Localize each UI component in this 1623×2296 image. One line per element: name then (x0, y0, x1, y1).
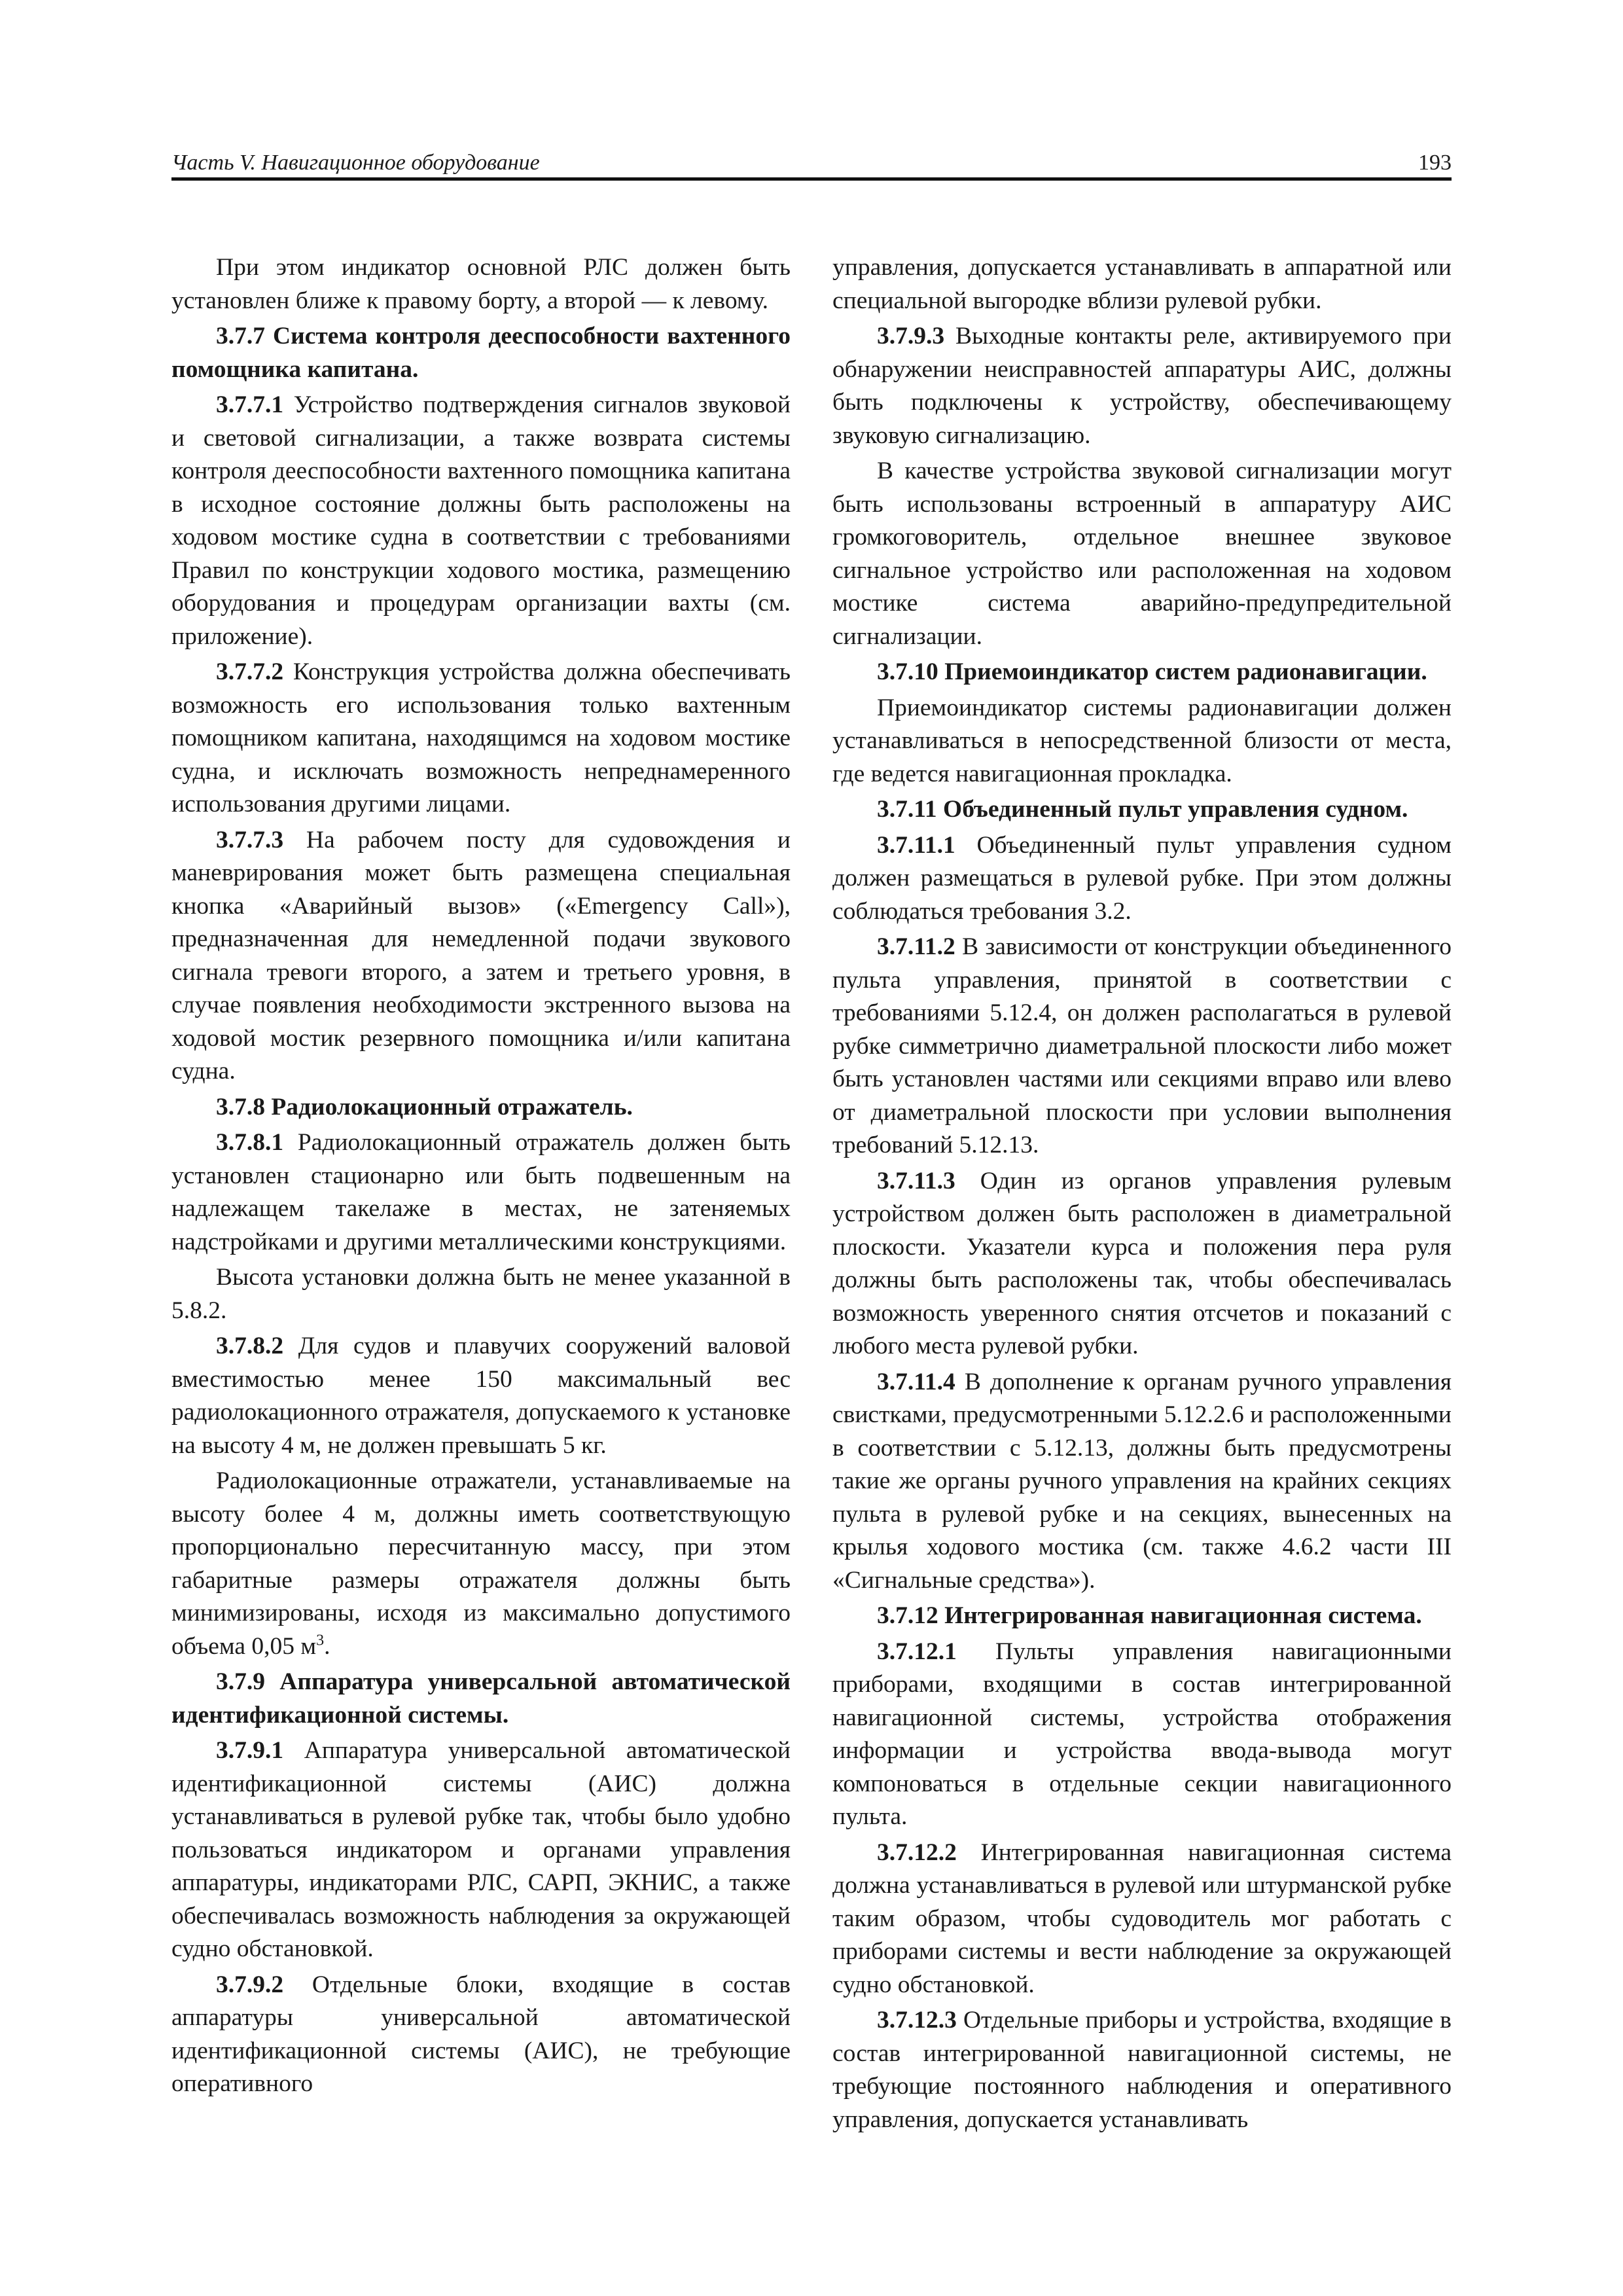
clause-3-7-8-1: 3.7.8.1 Радиолокационный отражатель должен быть установлен стационарно или быть подвешенным на надлежащем такелаже в местах, не затеняемых надстройками и другими металлическими конструкциями. (171, 1129, 791, 1255)
clause-3-7-11-1: 3.7.11.1 Объединенный пульт управления судном должен размещаться в рулевой рубке. При этом должны соблюдаться требования 3.2. (832, 831, 1452, 925)
paragraph: В качестве устройства звуковой сигнализации могут быть использованы встроенный в аппаратуру АИС громкоговоритель, отдельное внешнее звуковое сигнальное устройство или расположенная на ходовом мостике система аварийно-предупредительной сигнализации. (832, 457, 1452, 650)
right-column (832, 251, 1452, 2136)
running-header (171, 145, 1452, 179)
paragraph: Приемоиндикатор системы радионавигации должен устанавливаться в непосредственной близости от места, где ведется навигационная прокладка. (832, 694, 1452, 787)
clause-3-7-12-3: 3.7.12.3 Отдельные приборы и устройства, входящие в состав интегрированной навигационной системы, не требующие постоянного наблюдения и оперативного управления, допускается устанавливать (832, 2007, 1452, 2133)
header-rule (171, 177, 1452, 181)
clause-3-7-8-2: 3.7.8.2 Для судов и плавучих сооружений валовой вместимостью менее 150 максимальный вес радиолокационного отражателя, допускаемого к установке на высоту 4 м, не должен превышать 5 кг. (171, 1333, 791, 1459)
paragraph: При этом индикатор основной РЛС должен быть установлен ближе к правому борту, а второй — к левому. (171, 254, 791, 314)
paragraph: Радиолокационные отражатели, устанавливаемые на высоту более 4 м, должны иметь соответствующую пропорционально пересчитанную массу, при этом габаритные размеры отражателя должны быть минимизированы, исходя из максимально допустимого объема 0,05 $м^3$. (171, 1467, 791, 1660)
paragraph-continuation: управления, допускается устанавливать в аппаратной или специальной выгородке вблизи рулевой рубки. (832, 254, 1452, 314)
clause-3-7-9-2: 3.7.9.2 Отдельные блоки, входящие в состав аппаратуры универсальной автоматической идентификационной системы (АИС), не требующие оперативного (171, 1971, 791, 2097)
clause-3-7-7-3: 3.7.7.3 На рабочем посту для судовождения и маневрирования может быть размещена специальная кнопка «Аварийный вызов» («Emergency Call»), предназначенная для немедленной подачи звукового сигнала тревоги второго, а затем и третьего уровня, в случае появления необходимости экстренного вызова на ходовой мостик резервного помощника и/или капитана судна. (171, 826, 791, 1085)
section-heading-3-7-10: 3.7.10 Приемоиндикатор систем радионавигации. (877, 658, 1427, 685)
clause-3-7-12-2: 3.7.12.2 Интегрированная навигационная система должна устанавливаться в рулевой или штурманской рубке таким образом, чтобы судоводитель мог работать с приборами системы и вести наблюдение за окружающей судно обстановкой. (832, 1839, 1452, 1998)
left-column (171, 251, 791, 2101)
clause-3-7-7-2: 3.7.7.2 Конструкция устройства должна обеспечивать возможность его использования только вахтенным помощником капитана, находящимся на ходовом мостике судна, и исключать возможность непреднамеренного использования другими лицами. (171, 658, 791, 817)
section-heading-3-7-8: 3.7.8 Радиолокационный отражатель. (216, 1093, 633, 1121)
clause-3-7-9-3: 3.7.9.3 Выходные контакты реле, активируемого при обнаружении неисправностей аппаратуры АИС, должны быть подключены к устройству, обеспечивающему звуковую сигнализацию. (832, 323, 1452, 449)
page-number: 193 (1418, 151, 1452, 175)
section-heading-3-7-7: 3.7.7 Система контроля дееспособности вахтенного помощника капитана. (171, 323, 791, 383)
paragraph: Высота установки должна быть не менее указанной в 5.8.2. (171, 1264, 791, 1324)
clause-3-7-9-1: 3.7.9.1 Аппаратура универсальной автоматической идентификационной системы (АИС) должна устанавливаться в рулевой рубке так, чтобы было удобно пользоваться индикатором и органами управления аппаратуры, индикаторами РЛС, САРП, ЭКНИС, а также обеспечивалась возможность наблюдения за окружающей судно обстановкой. (171, 1737, 791, 1962)
section-heading-3-7-9: 3.7.9 Аппаратура универсальной автоматической идентификационной системы. (171, 1668, 791, 1729)
clause-3-7-11-2: 3.7.11.2 В зависимости от конструкции объединенного пульта управления, принятой в соответствии с требованиями 5.12.4, он должен располагаться в рулевой рубке симметрично диаметральной плоскости либо может быть установлен частями или секциями вправо или влево от диаметральной плоскости при условии выполнения требований 5.12.13. (832, 933, 1452, 1158)
section-heading-3-7-12: 3.7.12 Интегрированная навигационная система. (877, 1602, 1422, 1629)
clause-3-7-11-4: 3.7.11.4 В дополнение к органам ручного управления свистками, предусмотренными 5.12.2.6 и расположенными в соответствии с 5.12.13, должны быть предусмотрены такие же органы ручного управления на крайних секциях пульта в рулевой рубке и на секциях, вынесенных на крылья ходового мостика (см. также 4.6.2 части III «Сигнальные средства»). (832, 1368, 1452, 1594)
clause-3-7-11-3: 3.7.11.3 Один из органов управления рулевым устройством должен быть расположен в диаметральной плоскости. Указатели курса и положения пера руля должны быть расположены так, чтобы обеспечивалась возможность уверенного снятия отсчетов и показаний с любого места рулевой рубки. (832, 1167, 1452, 1359)
clause-3-7-7-1: 3.7.7.1 Устройство подтверждения сигналов звуковой и световой сигнализации, а также возврата системы контроля дееспособности вахтенного помощника капитана в исходное состояние должны быть расположены на ходовом мостике судна в соответствии с требованиями Правил по конструкции ходового мостика, размещению оборудования и процедурам организации вахты (см. приложение). (171, 391, 791, 650)
section-heading-3-7-11: 3.7.11 Объединенный пульт управления судном. (877, 796, 1408, 823)
header-title: Часть V. Навигационное оборудование (171, 151, 540, 175)
clause-3-7-12-1: 3.7.12.1 Пульты управления навигационными приборами, входящими в состав интегрированной навигационной системы, устройства отображения информации и устройства ввода-вывода могут компоноваться в отдельные секции навигационного пульта. (832, 1638, 1452, 1830)
